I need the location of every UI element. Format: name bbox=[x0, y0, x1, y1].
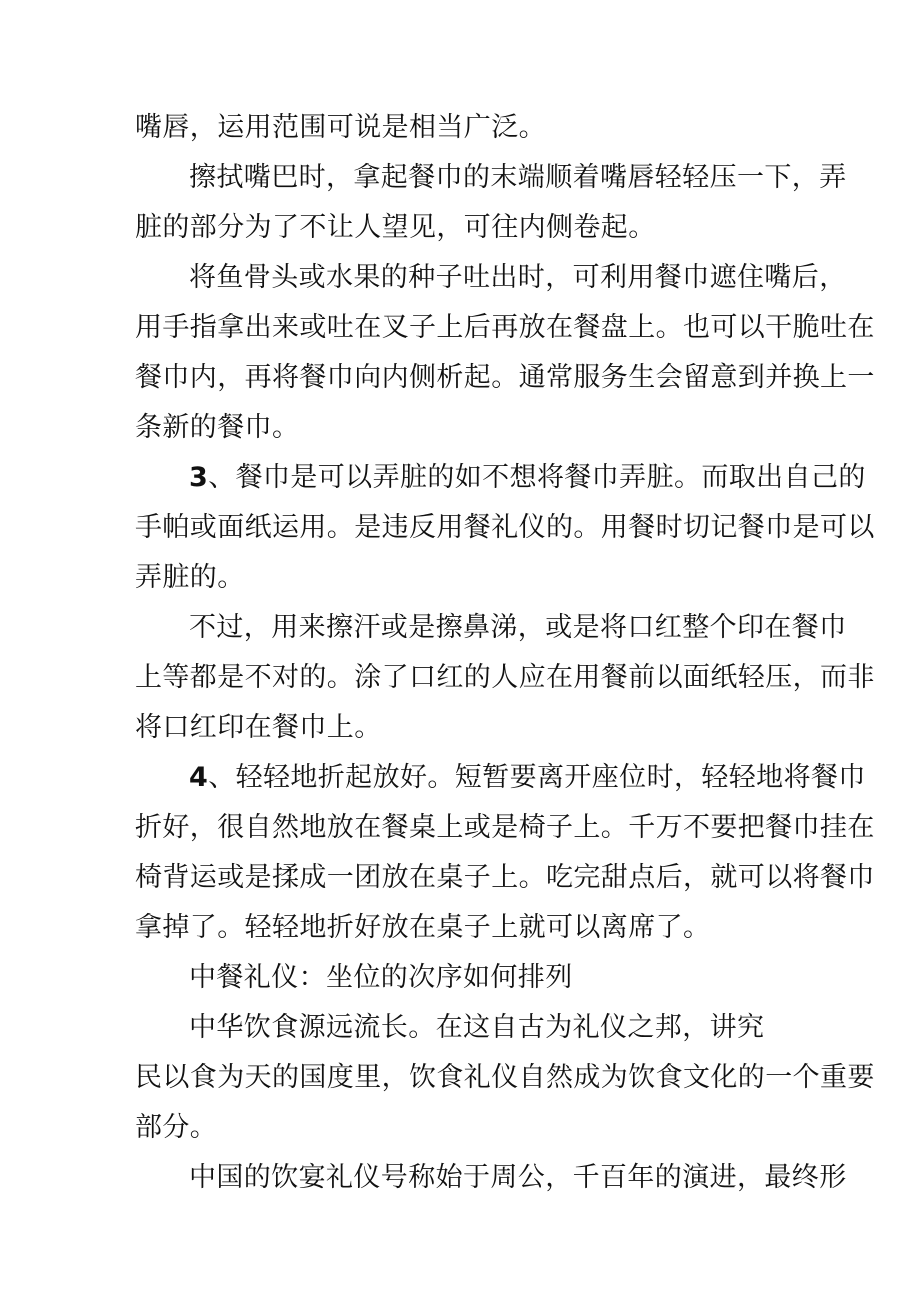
text-line: 将口红印在餐巾上。 bbox=[135, 712, 382, 743]
text-line: 上等都是不对的。涂了口红的人应在用餐前以面纸轻压，而非 bbox=[135, 662, 875, 693]
text-line: 中国的饮宴礼仪号称始于周公，千百年的演进，最终形 bbox=[189, 1162, 847, 1193]
text-line: 嘴唇，运用范围可说是相当广泛。 bbox=[135, 112, 546, 143]
text-line: 3、餐巾是可以弄脏的如不想将餐巾弄脏。而取出自己的 bbox=[189, 462, 866, 493]
text-line: 4、轻轻地折起放好。短暂要离开座位时，轻轻地将餐巾 bbox=[189, 762, 866, 793]
text-line: 拿掉了。轻轻地折好放在桌子上就可以离席了。 bbox=[135, 912, 711, 943]
text-line: 部分。 bbox=[135, 1112, 218, 1143]
text-line: 餐巾内，再将餐巾向内侧析起。通常服务生会留意到并换上一 bbox=[135, 362, 875, 393]
text-line: 民以食为天的国度里，饮食礼仪自然成为饮食文化的一个重要 bbox=[135, 1062, 875, 1093]
list-number: 4 bbox=[189, 762, 209, 793]
text-line: 脏的部分为了不让人望见，可往内侧卷起。 bbox=[135, 212, 656, 243]
text-line: 将鱼骨头或水果的种子吐出时，可利用餐巾遮住嘴后， bbox=[189, 262, 847, 293]
list-number: 3 bbox=[189, 462, 209, 493]
section-heading: 中餐礼仪：坐位的次序如何排列 bbox=[189, 962, 573, 993]
text-line: 擦拭嘴巴时，拿起餐巾的末端顺着嘴唇轻轻压一下，弄 bbox=[189, 162, 847, 193]
text-line: 椅背运或是揉成一团放在桌子上。吃完甜点后，就可以将餐巾 bbox=[135, 862, 875, 893]
text-line: 折好，很自然地放在餐桌上或是椅子上。千万不要把餐巾挂在 bbox=[135, 812, 875, 843]
text-line: 条新的餐巾。 bbox=[135, 412, 300, 443]
text-line: 中华饮食源远流长。在这自古为礼仪之邦，讲究 bbox=[189, 1012, 765, 1043]
text-line: 手帕或面纸运用。是违反用餐礼仪的。用餐时切记餐巾是可以 bbox=[135, 512, 875, 543]
text-line: 用手指拿出来或吐在叉子上后再放在餐盘上。也可以干脆吐在 bbox=[135, 312, 875, 343]
text-line: 弄脏的。 bbox=[135, 562, 245, 593]
text-line: 不过，用来擦汗或是擦鼻涕，或是将口红整个印在餐巾 bbox=[189, 612, 847, 643]
